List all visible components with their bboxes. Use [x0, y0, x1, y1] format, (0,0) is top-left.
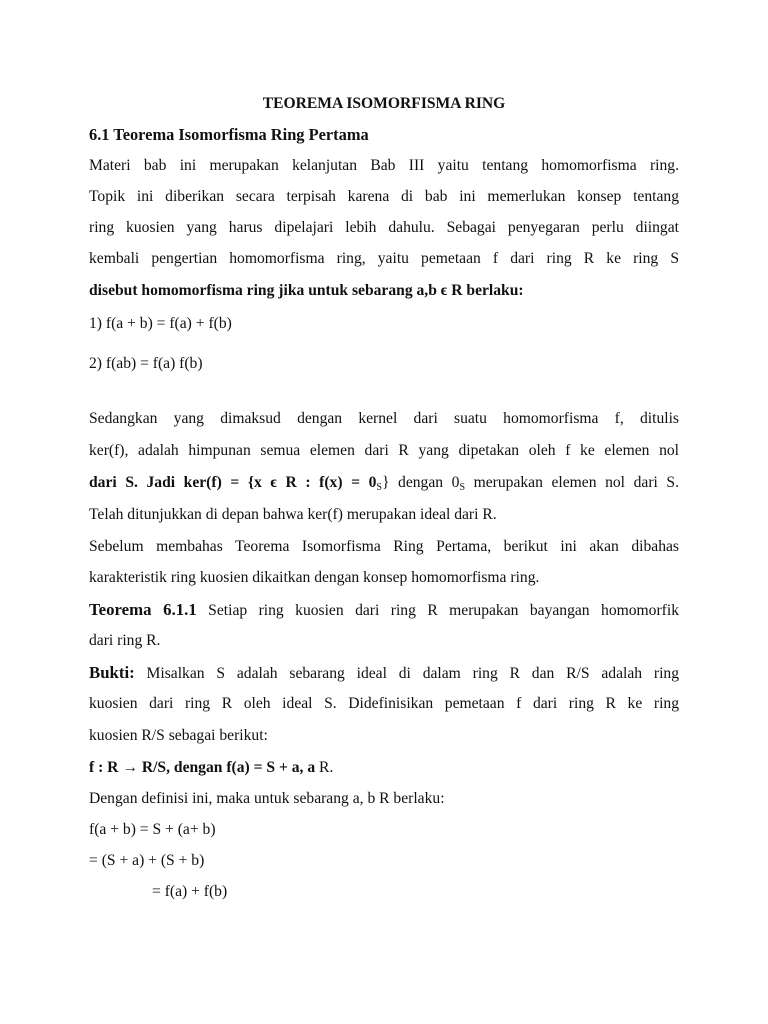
subscript-s: S: [376, 482, 382, 493]
proof-line-6: f(a + b) = S + (a+ b): [89, 821, 216, 838]
proof-line-8: = f(a) + f(b): [152, 883, 228, 900]
proof-label: Bukti:: [89, 663, 135, 682]
condition-1: 1) f(a + b) = f(a) + f(b): [89, 315, 232, 332]
proof-line-1: [89, 663, 679, 684]
proof-line-7: = (S + a) + (S + b): [89, 852, 205, 869]
paragraph-3-line-1: Sebelum membahas Teorema Isomorfisma Ring Pertama, berikut ini akan dibahas: [89, 538, 679, 555]
paragraph-1-line-4: kembali pengertian homomorfisma ring, yaitu pemetaan f dari ring R ke ring S: [89, 250, 679, 267]
paragraph-2-line-3: [89, 473, 679, 493]
theorem-text: Setiap ring kuosien dari ring R merupakan bayangan homomorfik: [196, 602, 679, 619]
paragraph-2-line-2: ker(f), adalah himpunan semua elemen dari R yang dipetakan oleh f ke elemen nol: [89, 442, 679, 459]
paragraph-1-line-2: Topik ini diberikan secara terpisah karena di bab ini memerlukan konsep tentang: [89, 188, 679, 205]
paragraph-1-line-5: disebut homomorfisma ring jika untuk sebarang a,b ϵ R berlaku:: [89, 282, 524, 299]
mapping-definition: f : R → R/S, dengan f(a) = S + a, a: [89, 759, 316, 776]
kernel-definition-close: } dengan 0: [381, 474, 460, 491]
kernel-definition: dari S. Jadi ker(f) = {x ϵ R : f(x) = 0: [89, 474, 377, 491]
paragraph-2-line-4: Telah ditunjukkan di depan bahwa ker(f) merupakan ideal dari R.: [89, 506, 497, 523]
document-title: TEOREMA ISOMORFISMA RING: [262, 95, 506, 112]
proof-text: Misalkan S adalah sebarang ideal di dalam ring R dan R/S adalah ring: [134, 665, 679, 682]
kernel-definition-tail: merupakan elemen nol dari S.: [465, 474, 680, 491]
condition-2: 2) f(ab) = f(a) f(b): [89, 355, 203, 372]
proof-line-4: [89, 758, 679, 778]
proof-line-5: Dengan definisi ini, maka untuk sebarang a, b R berlaku:: [89, 790, 445, 807]
paragraph-3-line-2: karakteristik ring kuosien dikaitkan dengan konsep homomorfisma ring.: [89, 569, 540, 586]
mapping-definition-tail: R.: [315, 759, 334, 776]
paragraph-1-line-1: Materi bab ini merupakan kelanjutan Bab III yaitu tentang homomorfisma ring.: [89, 157, 679, 174]
proof-line-2: kuosien dari ring R oleh ideal S. Didefinisikan pemetaan f dari ring R ke ring: [89, 695, 679, 712]
proof-line-3: kuosien R/S sebagai berikut:: [89, 727, 268, 744]
paragraph-2-line-1: Sedangkan yang dimaksud dengan kernel dari suatu homomorfisma f, ditulis: [89, 410, 679, 427]
paragraph-1-line-3: ring kuosien yang harus dipelajari lebih dahulu. Sebagai penyegaran perlu diingat: [89, 219, 679, 236]
theorem-label: Teorema 6.1.1: [89, 600, 197, 619]
subscript-s: S: [459, 482, 466, 493]
section-heading: 6.1 Teorema Isomorfisma Ring Pertama: [89, 125, 369, 144]
theorem-line-1: [89, 600, 679, 621]
theorem-line-2: dari ring R.: [89, 632, 161, 649]
